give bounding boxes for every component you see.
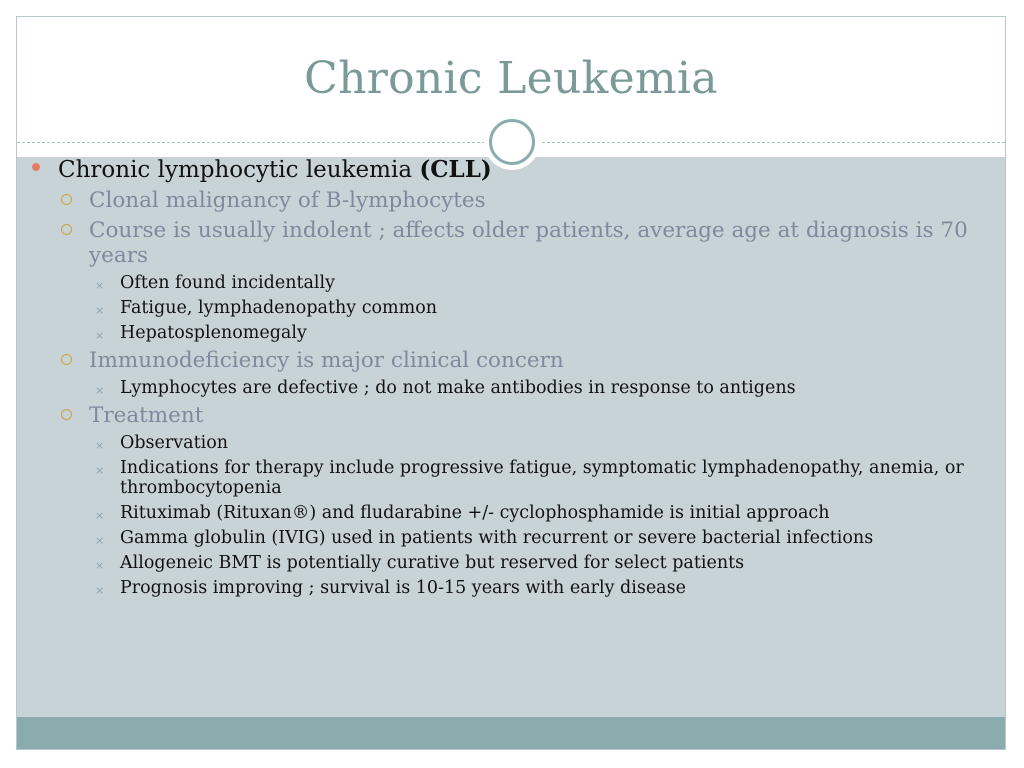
bullet-text: Allogeneic BMT is potentially curative but reserved for select patients — [120, 552, 745, 573]
x-bullet-icon: × — [95, 533, 105, 547]
footer-band — [17, 717, 1005, 750]
bullet-text: Chronic lymphocytic leukemia — [58, 157, 420, 183]
bullet-level3 — [0, 378, 1024, 398]
bullet-level2-clonal — [0, 188, 1024, 213]
bullet-text: Rituximab (Rituxan®) and fludarabine +/- cyclophosphamide is initial approach — [120, 502, 830, 523]
bullet-text: Clonal malignancy of B-lymphocytes — [89, 187, 486, 213]
bullet-level3 — [0, 458, 1024, 498]
bullet-list — [0, 158, 1024, 598]
bullet-text: Hepatosplenomegaly — [120, 322, 307, 343]
bullet-level3 — [0, 433, 1024, 453]
bullet-level3 — [0, 298, 1024, 318]
bullet-level3 — [0, 553, 1024, 573]
x-bullet-icon: × — [95, 303, 105, 317]
bullet-level1-cll — [0, 158, 1024, 183]
bullet-level2-treatment — [0, 403, 1024, 428]
slide-title: Chronic Leukemia — [304, 53, 718, 104]
bullet-level3 — [0, 323, 1024, 343]
x-bullet-icon: × — [95, 583, 105, 597]
bullet-level3 — [0, 578, 1024, 598]
ring-bullet-icon — [61, 409, 72, 420]
bullet-level3 — [0, 528, 1024, 548]
x-bullet-icon: × — [95, 438, 105, 452]
x-bullet-icon: × — [95, 328, 105, 342]
bullet-level3 — [0, 503, 1024, 523]
ring-bullet-icon — [61, 224, 72, 235]
round-bullet-icon — [32, 163, 40, 171]
bullet-text: Gamma globulin (IVIG) used in patients with recurrent or severe bacterial infections — [120, 527, 874, 548]
bullet-text: Indications for therapy include progressive fatigue, symptomatic lymphadenopathy, anemia, or thrombocytopenia — [120, 457, 964, 498]
bullet-level2-course — [0, 218, 1024, 268]
bullet-text: Fatigue, lymphadenopathy common — [120, 297, 438, 318]
bullet-text: Treatment — [89, 402, 204, 428]
bullet-text: Observation — [120, 432, 229, 453]
bullet-text: Immunodeficiency is major clinical concern — [89, 347, 564, 373]
x-bullet-icon: × — [95, 463, 105, 477]
ring-bullet-icon — [61, 194, 72, 205]
bullet-text: Lymphocytes are defective ; do not make antibodies in response to antigens — [120, 377, 796, 398]
bullet-text: Course is usually indolent ; affects older patients, average age at diagnosis is 70 years — [89, 217, 968, 268]
bullet-text: Often found incidentally — [120, 272, 336, 293]
bullet-level2-immunodeficiency — [0, 348, 1024, 373]
x-bullet-icon: × — [95, 558, 105, 572]
x-bullet-icon: × — [95, 508, 105, 522]
bullet-text-bold: (CLL) — [419, 156, 492, 183]
x-bullet-icon: × — [95, 278, 105, 292]
bullet-level3 — [0, 273, 1024, 293]
x-bullet-icon: × — [95, 383, 105, 397]
ring-bullet-icon — [61, 354, 72, 365]
bullet-text: Prognosis improving ; survival is 10-15 years with early disease — [120, 577, 686, 598]
